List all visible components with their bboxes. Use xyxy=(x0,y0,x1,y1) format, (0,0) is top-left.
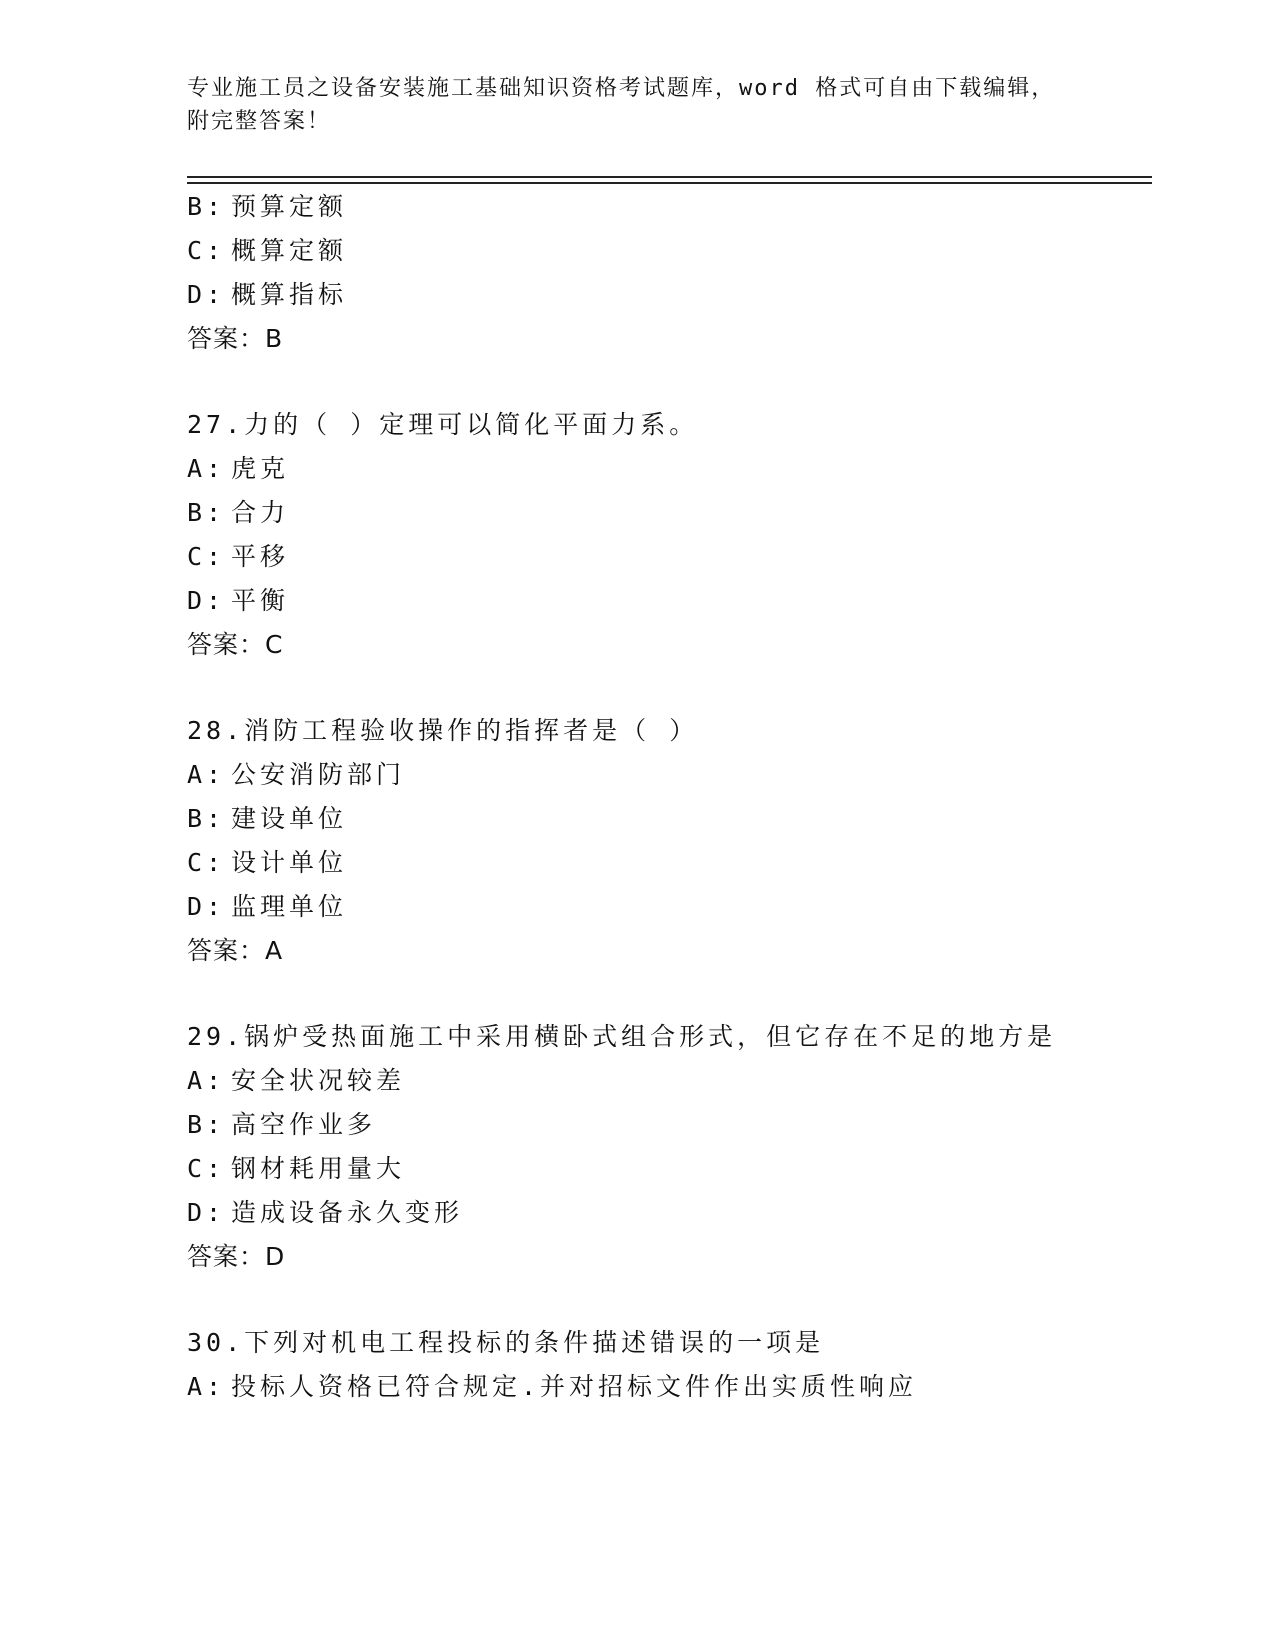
option-key: D: xyxy=(187,892,226,921)
option-row xyxy=(187,1372,917,1402)
option-key: A: xyxy=(187,760,226,789)
option-key: D: xyxy=(187,280,226,309)
option-row xyxy=(187,542,289,572)
answer-line: 答案：C xyxy=(187,630,284,659)
option-key: A: xyxy=(187,1372,226,1401)
option-row xyxy=(187,586,289,616)
question-stem: 28.消防工程验收操作的指挥者是（ ） xyxy=(187,716,699,745)
option-row xyxy=(187,192,347,222)
option-row xyxy=(187,848,347,878)
option-text: 投标人资格已符合规定.并对招标文件作出实质性响应 xyxy=(231,1372,918,1401)
option-key: C: xyxy=(187,848,226,877)
option-text: 合力 xyxy=(231,498,290,527)
header-divider-bottom xyxy=(187,182,1152,184)
option-row xyxy=(187,1110,376,1140)
option-row xyxy=(187,1154,405,1184)
answer-line: 答案：A xyxy=(187,936,284,965)
header-divider-top xyxy=(187,176,1152,178)
option-row xyxy=(187,1198,463,1228)
question-stem: 27.力的（ ）定理可以简化平面力系。 xyxy=(187,410,699,439)
option-key: B: xyxy=(187,192,226,221)
option-key: B: xyxy=(187,804,226,833)
option-key: C: xyxy=(187,542,226,571)
option-text: 设计单位 xyxy=(231,848,348,877)
option-text: 钢材耗用量大 xyxy=(231,1154,406,1183)
header-line-1: 专业施工员之设备安装施工基础知识资格考试题库，word 格式可自由下载编辑， xyxy=(187,76,1056,101)
option-text: 平移 xyxy=(231,542,290,571)
option-text: 安全状况较差 xyxy=(231,1066,406,1095)
option-key: C: xyxy=(187,1154,226,1183)
option-text: 概算指标 xyxy=(231,280,348,309)
option-text: 虎克 xyxy=(231,454,290,483)
option-row xyxy=(187,1066,405,1096)
document-header xyxy=(187,72,1087,138)
option-text: 公安消防部门 xyxy=(231,760,406,789)
option-row xyxy=(187,498,289,528)
option-key: D: xyxy=(187,586,226,615)
option-text: 高空作业多 xyxy=(231,1110,377,1139)
question-stem: 29.锅炉受热面施工中采用横卧式组合形式，但它存在不足的地方是 xyxy=(187,1022,1057,1051)
option-text: 预算定额 xyxy=(231,192,348,221)
option-text: 监理单位 xyxy=(231,892,348,921)
option-row xyxy=(187,760,405,790)
option-row xyxy=(187,236,347,266)
option-row xyxy=(187,892,347,922)
option-text: 平衡 xyxy=(231,586,290,615)
option-key: A: xyxy=(187,1066,226,1095)
header-line-2: 附完整答案！ xyxy=(187,109,332,134)
answer-line: 答案：D xyxy=(187,1242,286,1271)
option-text: 造成设备永久变形 xyxy=(231,1198,464,1227)
option-key: C: xyxy=(187,236,226,265)
answer-line: 答案：B xyxy=(187,324,284,353)
option-text: 概算定额 xyxy=(231,236,348,265)
option-key: D: xyxy=(187,1198,226,1227)
option-row xyxy=(187,804,347,834)
option-key: B: xyxy=(187,1110,226,1139)
option-row xyxy=(187,454,289,484)
option-text: 建设单位 xyxy=(231,804,348,833)
option-row xyxy=(187,280,347,310)
option-key: A: xyxy=(187,454,226,483)
question-stem: 30.下列对机电工程投标的条件描述错误的一项是 xyxy=(187,1328,825,1357)
option-key: B: xyxy=(187,498,226,527)
